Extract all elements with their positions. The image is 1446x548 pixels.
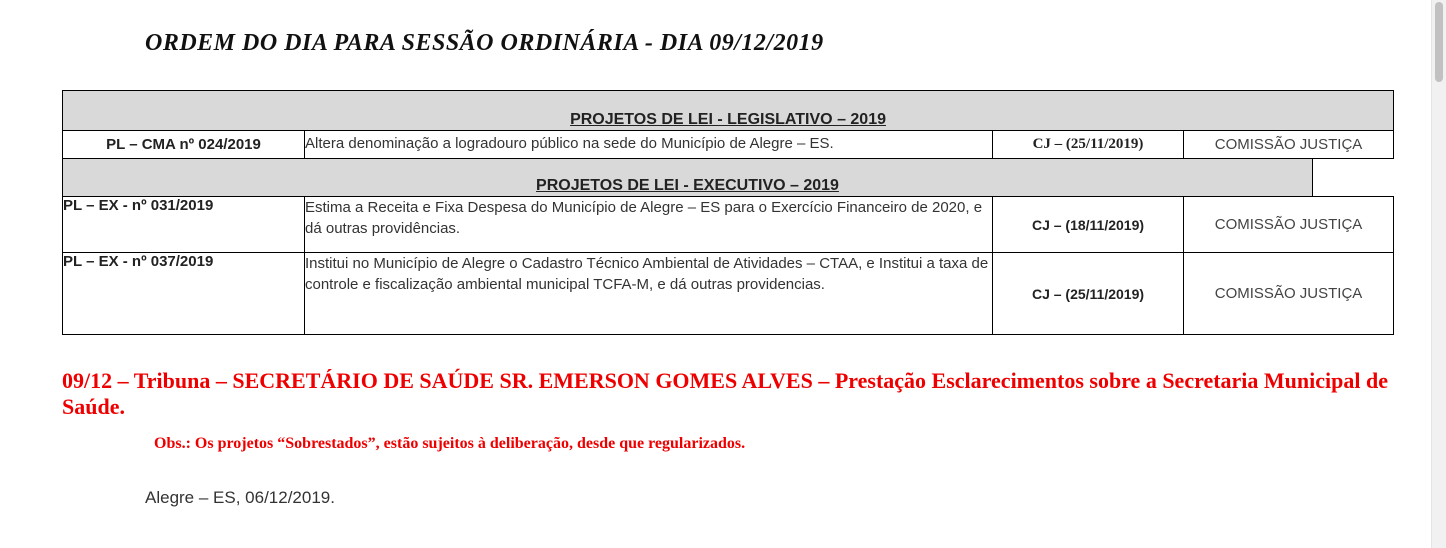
table-row [63, 253, 1394, 335]
section-header-label: PROJETOS DE LEI - EXECUTIVO – 2019 [536, 177, 839, 194]
tribuna-notice: 09/12 – Tribuna – SECRETÁRIO DE SAÚDE SR. EMERSON GOMES ALVES – Prestação Esclarecimentos sobre a Secretaria Municipal de Saúde. [62, 368, 1388, 419]
page-title: ORDEM DO DIA PARA SESSÃO ORDINÁRIA - DIA 09/12/2019 [145, 30, 824, 56]
table-row [63, 131, 1394, 159]
section-header-executivo [63, 159, 1394, 197]
project-description: Altera denominação a logradouro público na sede do Município de Alegre – ES. [305, 131, 993, 159]
committee-date: CJ – (25/11/2019) [993, 253, 1184, 335]
section-header-legislativo [63, 91, 1394, 131]
vertical-scrollbar[interactable] [1431, 0, 1446, 548]
agenda-table [62, 90, 1394, 335]
place-date: Alegre – ES, 06/12/2019. [145, 488, 335, 507]
project-code: PL – EX - nº 037/2019 [63, 253, 305, 335]
commission: COMISSÃO JUSTIÇA [1184, 197, 1394, 253]
commission: COMISSÃO JUSTIÇA [1184, 131, 1394, 159]
commission: COMISSÃO JUSTIÇA [1184, 253, 1394, 335]
committee-date: CJ – (25/11/2019) [993, 131, 1184, 159]
scrollbar-thumb[interactable] [1435, 2, 1443, 82]
table-row [63, 197, 1394, 253]
observation-note: Obs.: Os projetos “Sobrestados”, estão sujeitos à deliberação, desde que regularizados. [154, 435, 746, 452]
project-code: PL – CMA nº 024/2019 [63, 131, 305, 159]
section-header-label: PROJETOS DE LEI - LEGISLATIVO – 2019 [570, 111, 886, 128]
project-description: Institui no Município de Alegre o Cadastro Técnico Ambiental de Atividades – CTAA, e Institui a taxa de controle e fiscalização ambiental municipal TCFA-M, e dá outras providencias. [305, 253, 993, 335]
project-code: PL – EX - nº 031/2019 [63, 197, 305, 253]
committee-date: CJ – (18/11/2019) [993, 197, 1184, 253]
project-description: Estima a Receita e Fixa Despesa do Município de Alegre – ES para o Exercício Financeiro de 2020, e dá outras providências. [305, 197, 993, 253]
